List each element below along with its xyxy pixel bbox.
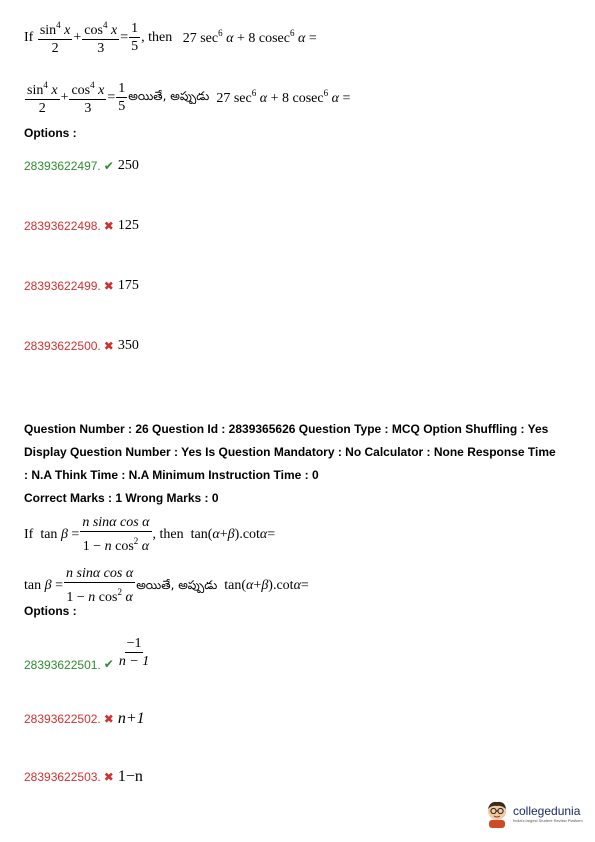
option-row[interactable] (24, 278, 139, 294)
option-text: 175 (117, 278, 139, 293)
option-text: 125 (117, 218, 139, 233)
check-icon: ✔ (103, 657, 114, 671)
cross-icon: ✖ (103, 218, 114, 233)
q26-telugu-statement: tan β = $\frac{\text{n sinα cos α}}{1 - n \cos^2 \alpha}$ అయితే, అప్పుడు tan( α + β ).cot α = (24, 566, 309, 605)
option-row[interactable] (24, 218, 139, 234)
fraction-sin4x-over-2: $\frac{\sin^4 x}{2}$ (39, 20, 71, 56)
then-text: , then (141, 29, 173, 45)
fraction-sin4x-over-2: $\frac{\sin^4 x}{2}$ (27, 80, 58, 116)
question-metadata (24, 418, 584, 510)
cross-icon: ✖ (103, 338, 114, 353)
collegedunia-logo (484, 800, 583, 828)
fraction-tan-beta: $\frac{\text{n sinα cos α}}{1 - n \cos^2 \alpha}$ (66, 566, 134, 605)
options-label: Options : (24, 126, 77, 140)
option-row[interactable] (24, 768, 143, 786)
fraction-1-over-5: $\frac{1}{5}$ (118, 80, 126, 114)
option-id: 28393622503. (24, 770, 101, 784)
q25-english-statement: If $\frac{\sin^4 x}{2}$ + $\frac{\cos^4 x}{3}$ = $\frac{1}{5}$ , then 27 $\sec^6 \alpha + 8$ cosec$^6$ α = (24, 20, 317, 56)
option-text: n+1 (117, 710, 145, 727)
telugu-then-text: అయితే, అప్పుడు (128, 89, 210, 103)
then-text: , then (152, 527, 184, 542)
option-row[interactable] (24, 158, 139, 174)
cross-icon: ✖ (103, 711, 114, 726)
option-text: 350 (117, 338, 139, 353)
option-text: 250 (117, 158, 139, 173)
target-expression: 27 $\sec^6 \alpha + 8$ cosec$^6$ α = (182, 28, 317, 46)
option-row[interactable] (24, 633, 150, 672)
q26-english-statement: If tan β = $\frac{\text{n sinα cos α}}{1 - n \cos^2 \alpha}$ , then tan( α + β ).cot α = (24, 515, 276, 554)
option-id: 28393622500. (24, 339, 101, 353)
option-row[interactable] (24, 338, 139, 354)
logo-name: collegedunia (513, 803, 581, 818)
meta-line: Question Number : 26 Question Id : 2839365626 Question Type : MCQ Option Shuffling : Yes (24, 422, 549, 436)
fraction-1-over-5: $\frac{1}{5}$ (131, 20, 139, 54)
options-label: Options : (24, 604, 77, 618)
option-id: 28393622501. (24, 657, 101, 672)
cross-icon: ✖ (103, 769, 114, 784)
meta-line: Display Question Number : Yes Is Question Mandatory : No Calculator : None Response Time (24, 445, 556, 459)
option-id: 28393622499. (24, 279, 101, 293)
option-text: 1−n (117, 768, 143, 785)
option-id: 28393622498. (24, 219, 101, 233)
option-row[interactable] (24, 710, 145, 728)
mascot-icon (484, 800, 510, 828)
option-id: 28393622502. (24, 712, 101, 726)
logo-tagline: India's largest Student Review Platform (513, 817, 583, 823)
cross-icon: ✖ (103, 278, 114, 293)
meta-line: : N.A Think Time : N.A Minimum Instruction Time : 0 (24, 468, 319, 482)
option-fraction: $\frac{-1}{n - 1}$ (118, 635, 150, 669)
option-id: 28393622497. (24, 159, 101, 173)
telugu-then-text: అయితే, అప్పుడు (136, 577, 218, 592)
check-icon: ✔ (103, 158, 114, 173)
if-text: If (24, 527, 34, 542)
fraction-cos4x-over-3: $\frac{\cos^4 x}{3}$ (84, 20, 118, 56)
target-expression: 27 $\sec^6 \alpha + 8$ cosec$^6$ α = (216, 88, 351, 106)
q25-telugu-statement: $\frac{\sin^4 x}{2}$ + $\frac{\cos^4 x}{3}$ = $\frac{1}{5}$ అయితే, అప్పుడు 27 $\sec^6 \alpha + 8$ cosec$^6$ α = (27, 80, 351, 116)
marks-line: Correct Marks : 1 Wrong Marks : 0 (24, 491, 219, 505)
if-text: If (24, 29, 34, 45)
fraction-tan-beta: $\frac{\text{n sinα cos α}}{1 - n \cos^2 \alpha}$ (82, 515, 150, 554)
fraction-cos4x-over-3: $\frac{\cos^4 x}{3}$ (71, 80, 105, 116)
